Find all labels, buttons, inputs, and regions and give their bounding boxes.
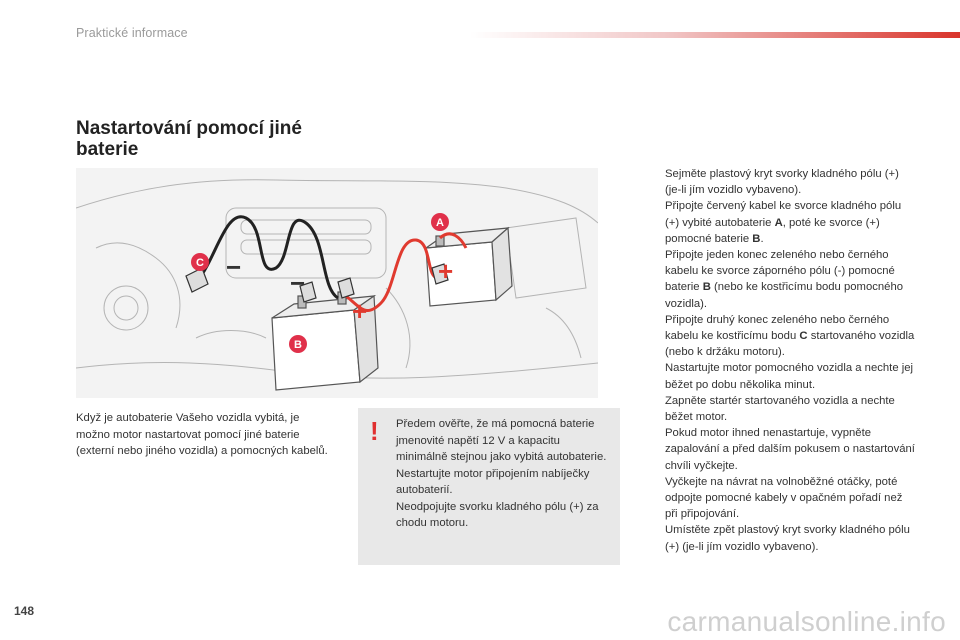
warning-text — [396, 416, 614, 532]
svg-text:B: B — [294, 339, 302, 351]
watermark: carmanualsonline.info — [667, 606, 946, 637]
page-title: Nastartování pomocí jiné baterie — [76, 118, 302, 160]
step-item: Sejměte plastový kryt svorky kladného pólu (+) (je-li jím vozidlo vybaveno). — [665, 168, 899, 197]
step-item: Zapněte startér startovaného vozidla a nechte běžet motor. Pokud motor ihned nenastartuje, vypněte zapalování a před dalším pokusem o nastartování chvíli vyčkejte. — [665, 394, 915, 472]
svg-text:A: A — [436, 217, 444, 229]
steps-list — [646, 166, 916, 555]
page-number: 148 — [14, 604, 35, 618]
engine-bay-drawing — [76, 168, 598, 398]
label-badge-c — [191, 253, 209, 271]
step-item: Připojte červený kabel ke svorce kladného pólu (+) vybité autobaterie A, poté ke svorce (+) pomocné baterie B. — [665, 200, 902, 245]
step-item: Nastartujte motor pomocného vozidla a nechte jej běžet po dobu několika minut. — [665, 362, 914, 391]
warning-line: Neodpojujte svorku kladného pólu (+) za chodu motoru. — [396, 500, 599, 529]
label-badge-b — [289, 335, 307, 353]
step-item: Připojte jeden konec zeleného nebo černého kabelu ke svorce záporného pólu (-) pomocné baterie B (nebo ke kostřicímu bodu pomocného vozidla). — [665, 249, 904, 310]
minus-sign-b: − — [290, 268, 306, 298]
step-item: Umístěte zpět plastový kryt svorky kladného pólu (+) (je-li jím vozidlo vybaveno). — [665, 524, 910, 553]
jump-start-illustration — [76, 168, 598, 398]
warning-icon: ! — [370, 416, 379, 446]
warning-line: Předem ověřte, že má pomocná baterie jmenovité napětí 12 V a kapacitu minimálně stejnou jako vybitá autobaterie. — [396, 418, 607, 463]
section-label: Praktické informace — [76, 26, 188, 40]
warning-line: Nestartujte motor připojením nabíječky autobaterií. — [396, 467, 590, 496]
svg-text:C: C — [196, 257, 204, 269]
step-item: Vyčkejte na návrat na volnoběžné otáčky, poté odpojte pomocné kabely v opačném pořadí než při připojování. — [665, 475, 903, 521]
warning-box — [358, 408, 620, 565]
step-item: Připojte druhý konec zeleného nebo černého kabelu ke kostřicímu bodu C startovaného vozidla (nebo k držáku motoru). — [665, 313, 915, 359]
header-accent-bar — [470, 32, 960, 38]
plus-sign-b: + — [352, 296, 368, 326]
label-badge-a — [431, 213, 449, 231]
minus-sign-c: − — [226, 252, 242, 282]
plus-sign-a: + — [438, 256, 454, 286]
intro-paragraph: Když je autobaterie Vašeho vozidla vybitá, je možno motor nastartovat pomocí jiné baterie (externí nebo jiného vozidla) a pomocných kabelů. — [76, 412, 328, 457]
